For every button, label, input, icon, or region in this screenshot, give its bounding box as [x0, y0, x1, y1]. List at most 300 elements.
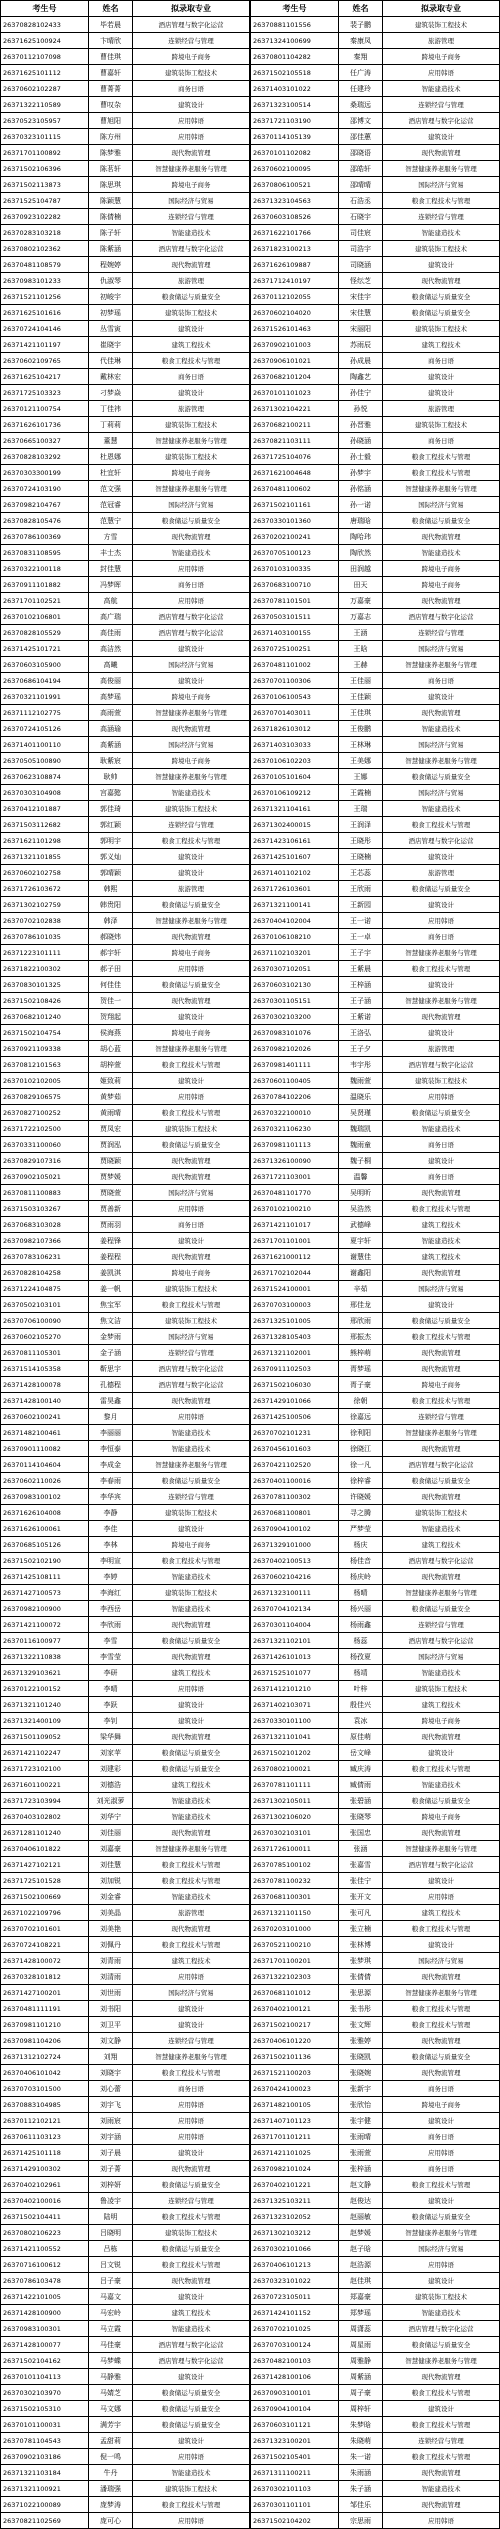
cell-exam-number: 26370112102121	[1, 2113, 89, 2129]
cell-major: 跨境电子商务	[133, 945, 250, 961]
cell-major: 旅游管理	[133, 881, 250, 897]
cell-exam-number: 26371281101240	[1, 1825, 89, 1841]
table-row	[251, 2193, 500, 2209]
cell-exam-number: 26370602104216	[251, 1569, 339, 1585]
cell-exam-number: 26371325103211	[251, 2193, 339, 2209]
table-row	[1, 1617, 250, 1633]
cell-major: 建筑设计	[383, 385, 500, 401]
cell-exam-number: 26370302101066	[251, 2241, 339, 2257]
table-row	[251, 2241, 500, 2257]
cell-major: 现代物流管理	[133, 1649, 250, 1665]
cell-major: 现代物流管理	[383, 1265, 500, 1281]
table-row	[1, 497, 250, 513]
cell-exam-number: 26370983101076	[251, 1025, 339, 1041]
cell-student-name: 辛茹	[339, 1281, 383, 1297]
cell-major: 酒店管理与数字化运营	[383, 113, 500, 129]
cell-major: 粮食储运与质量安全	[133, 2385, 250, 2401]
cell-student-name: 金梦雨	[89, 1329, 133, 1345]
cell-major: 连锁经营与管理	[383, 1409, 500, 1425]
table-row	[1, 241, 250, 257]
cell-student-name: 吕栋	[89, 2241, 133, 2257]
cell-exam-number: 26370323101115	[1, 129, 89, 145]
cell-major: 智能建造技术	[383, 545, 500, 561]
cell-exam-number: 26370101102082	[251, 145, 339, 161]
cell-student-name: 仇淑琴	[89, 273, 133, 289]
table-row	[251, 353, 500, 369]
cell-major: 建筑工程技术	[383, 1905, 500, 1921]
cell-student-name: 徐一凡	[339, 1457, 383, 1473]
cell-student-name: 刘佳慧	[89, 1857, 133, 1873]
cell-student-name: 邵佳蕙	[339, 129, 383, 145]
cell-major: 应用韩语	[133, 593, 250, 609]
table-row	[251, 2305, 500, 2321]
cell-student-name: 李跃	[89, 1697, 133, 1713]
cell-exam-number: 26370122100152	[1, 1681, 89, 1697]
table-row	[251, 1329, 500, 1345]
table-row	[251, 1505, 500, 1521]
cell-major: 智能建造技术	[383, 1521, 500, 1537]
table-row	[251, 1857, 500, 1873]
cell-major: 商务日语	[383, 1137, 500, 1153]
table-row	[251, 1969, 500, 1985]
cell-student-name: 王美娜	[339, 753, 383, 769]
cell-student-name: 邢佳龙	[339, 1297, 383, 1313]
header-exam-number: 考生号	[1, 1, 89, 17]
cell-exam-number: 26370781101111	[251, 1777, 339, 1793]
cell-student-name: 吴贤瑾	[339, 1105, 383, 1121]
table-row	[1, 1841, 250, 1857]
cell-student-name: 任广涛	[339, 65, 383, 81]
header-major: 拟录取专业	[383, 1, 500, 17]
cell-exam-number: 26371428100106	[251, 2369, 339, 2385]
cell-student-name: 鲁凌宇	[89, 2193, 133, 2209]
table-row	[251, 657, 500, 673]
cell-student-name: 陈颖慧	[89, 193, 133, 209]
header-name: 姓名	[339, 1, 383, 17]
cell-exam-number: 26370811105301	[1, 1345, 89, 1361]
cell-student-name: 苏雨辰	[339, 337, 383, 353]
cell-exam-number: 26371521101256	[1, 289, 89, 305]
cell-student-name: 王子宇	[339, 945, 383, 961]
cell-student-name: 郝子田	[89, 961, 133, 977]
cell-student-name: 高航	[89, 593, 133, 609]
table-row	[1, 2001, 250, 2017]
table-row	[251, 1025, 500, 1041]
cell-major: 现代物流管理	[383, 529, 500, 545]
cell-student-name: 万嘉志	[339, 609, 383, 625]
cell-student-name: 初梦瑶	[89, 305, 133, 321]
cell-exam-number: 26370724103190	[1, 481, 89, 497]
table-row	[1, 993, 250, 1009]
cell-exam-number: 26370982107366	[1, 1233, 89, 1249]
cell-major: 酒店管理与数字化运营	[133, 609, 250, 625]
cell-major: 建筑设计	[133, 673, 250, 689]
cell-major: 应用韩语	[133, 1201, 250, 1217]
cell-student-name: 刘宇涵	[89, 2129, 133, 2145]
table-row	[1, 1793, 250, 1809]
table-row	[1, 593, 250, 609]
cell-major: 建筑设计	[383, 2193, 500, 2209]
cell-student-name: 李欣雨	[89, 1617, 133, 1633]
table-row	[251, 2001, 500, 2017]
cell-major: 建筑设计	[133, 2145, 250, 2161]
cell-student-name: 孙晓涵	[339, 433, 383, 449]
cell-major: 建筑装饰工程技术	[133, 2481, 250, 2497]
cell-major: 现代物流管理	[383, 1969, 500, 1985]
cell-major: 连锁经营与管理	[133, 33, 250, 49]
table-row	[1, 1313, 250, 1329]
table-row	[1, 401, 250, 417]
cell-exam-number: 26370683103028	[1, 1217, 89, 1233]
table-row	[1, 2385, 250, 2401]
cell-major: 粮食工程技术与管理	[133, 2257, 250, 2273]
table-row	[1, 753, 250, 769]
cell-student-name: 裴子鹏	[339, 17, 383, 33]
cell-student-name: 孙成晨	[339, 353, 383, 369]
table-row	[1, 33, 250, 49]
cell-student-name: 焦宝军	[89, 1297, 133, 1313]
table-row	[251, 1633, 500, 1649]
cell-exam-number: 26370901110082	[1, 1441, 89, 1457]
table-row	[251, 1169, 500, 1185]
cell-student-name: 万嘉豪	[339, 593, 383, 609]
cell-student-name: 何佳佳	[89, 977, 133, 993]
table-row	[251, 2369, 500, 2385]
cell-exam-number: 26370781101501	[251, 593, 339, 609]
cell-major: 酒店管理与数字化运营	[383, 1633, 500, 1649]
cell-major: 粮食储运与质量安全	[383, 513, 500, 529]
cell-exam-number: 26371502105401	[251, 2449, 339, 2465]
table-row	[251, 529, 500, 545]
table-row	[251, 881, 500, 897]
table-row	[251, 2433, 500, 2449]
cell-exam-number: 26370681101012	[251, 1985, 339, 2001]
cell-student-name: 范文强	[89, 481, 133, 497]
cell-exam-number: 26371429100302	[1, 2161, 89, 2177]
cell-major: 智能建造技术	[383, 1233, 500, 1249]
cell-exam-number: 26370202100241	[251, 529, 339, 545]
cell-exam-number: 26370883104985	[1, 2097, 89, 2113]
cell-exam-number: 26370602105270	[1, 1329, 89, 1345]
cell-exam-number: 26370301105151	[251, 993, 339, 1009]
cell-student-name: 卞晴欣	[89, 33, 133, 49]
table-row	[1, 2417, 250, 2433]
cell-student-name: 毕若晨	[89, 17, 133, 33]
table-row	[251, 833, 500, 849]
table-row	[251, 625, 500, 641]
table-row	[1, 1777, 250, 1793]
cell-student-name: 陶鑫艺	[339, 369, 383, 385]
cell-major: 商务日语	[133, 81, 250, 97]
table-row	[1, 2097, 250, 2113]
table-row	[1, 1873, 250, 1889]
table-row	[1, 1089, 250, 1105]
cell-exam-number: 26370331100060	[1, 1137, 89, 1153]
cell-major: 应用韩语	[133, 561, 250, 577]
table-row	[251, 1489, 500, 1505]
cell-major: 跨境电子商务	[383, 2097, 500, 2113]
cell-student-name: 马宏岭	[89, 2305, 133, 2321]
cell-student-name: 司浩宇	[339, 241, 383, 257]
cell-exam-number: 26371725103323	[1, 385, 89, 401]
cell-major: 连锁经营与管理	[383, 1617, 500, 1633]
table-row	[251, 1729, 500, 1745]
cell-exam-number: 26370330101100	[251, 1713, 339, 1729]
cell-exam-number: 26370102100210	[251, 1201, 339, 1217]
cell-major: 建筑装饰工程技术	[133, 417, 250, 433]
table-row	[251, 33, 500, 49]
cell-major: 粮食工程技术与管理	[133, 1297, 250, 1313]
cell-student-name: 张嘉雪	[339, 1857, 383, 1873]
cell-student-name: 宫嘉懿	[89, 785, 133, 801]
cell-exam-number: 26371502101161	[251, 497, 339, 513]
cell-exam-number: 26371621000112	[251, 1249, 339, 1265]
cell-student-name: 范冠睿	[89, 497, 133, 513]
cell-major: 智慧健康养老服务与管理	[383, 753, 500, 769]
table-row	[1, 721, 250, 737]
table-row	[251, 81, 500, 97]
table-row	[251, 2497, 500, 2513]
cell-exam-number: 26371726100011	[251, 1841, 339, 1857]
table-row	[251, 449, 500, 465]
cell-exam-number: 26370302103200	[251, 1009, 339, 1025]
cell-major: 建筑设计	[383, 1745, 500, 1761]
table-row	[1, 865, 250, 881]
cell-exam-number: 26371428100078	[1, 1377, 89, 1393]
cell-student-name: 刘青雨	[89, 1953, 133, 1969]
cell-major: 旅游管理	[383, 33, 500, 49]
table-row	[1, 577, 250, 593]
table-row	[251, 2081, 500, 2097]
table-row	[251, 721, 500, 737]
cell-student-name: 高佳雨	[89, 625, 133, 641]
cell-exam-number: 26370403102802	[1, 1809, 89, 1825]
cell-major: 酒店管理与数字化运营	[383, 1057, 500, 1073]
cell-major: 粮食工程技术与管理	[133, 2497, 250, 2513]
table-row	[1, 193, 250, 209]
table-row	[1, 1553, 250, 1569]
cell-student-name: 李丽丽	[89, 1425, 133, 1441]
cell-student-name: 郭义灿	[89, 849, 133, 865]
cell-exam-number: 26370106100543	[251, 689, 339, 705]
cell-student-name: 胥子豪	[339, 1377, 383, 1393]
cell-major: 商务日语	[133, 1217, 250, 1233]
cell-student-name: 曹佳琪	[89, 49, 133, 65]
table-row	[1, 881, 250, 897]
cell-exam-number: 26371328105403	[251, 1329, 339, 1345]
table-row	[1, 2145, 250, 2161]
cell-student-name: 高洁然	[89, 641, 133, 657]
cell-major: 智能建造技术	[133, 1793, 250, 1809]
cell-exam-number: 26371323102052	[251, 2209, 339, 2225]
table-row	[251, 2097, 500, 2113]
table-row	[1, 17, 250, 33]
table-row	[251, 2513, 500, 2529]
table-row	[1, 1121, 250, 1137]
cell-major: 建筑设计	[133, 865, 250, 881]
cell-major: 建筑设计	[383, 689, 500, 705]
table-row	[251, 1057, 500, 1073]
cell-exam-number: 26371421101025	[251, 2145, 339, 2161]
cell-student-name: 张佳宁	[339, 1873, 383, 1889]
cell-major: 建筑设计	[133, 641, 250, 657]
cell-student-name: 刘清雨	[89, 1969, 133, 1985]
table-row	[1, 801, 250, 817]
cell-student-name: 秦康凤	[339, 33, 383, 49]
cell-major: 商务日语	[383, 1169, 500, 1185]
table-row	[251, 1937, 500, 1953]
cell-exam-number: 26370303104908	[1, 785, 89, 801]
cell-major: 粮食工程技术与管理	[383, 2417, 500, 2433]
cell-exam-number: 26370829107316	[1, 1153, 89, 1169]
cell-student-name: 杨佳音	[339, 1553, 383, 1569]
table-row	[251, 2417, 500, 2433]
cell-major: 酒店管理与数字化运营	[383, 1457, 500, 1473]
cell-major: 酒店管理与数字化运营	[383, 1857, 500, 1873]
cell-major: 现代物流管理	[383, 1345, 500, 1361]
table-row	[251, 305, 500, 321]
cell-major: 智慧健康养老服务与管理	[133, 433, 250, 449]
cell-exam-number: 26371403101022	[251, 81, 339, 97]
cell-student-name: 李成金	[89, 1457, 133, 1473]
cell-major: 酒店管理与数字化运营	[133, 625, 250, 641]
cell-student-name: 倪一鸣	[89, 2449, 133, 2465]
cell-exam-number: 26370503101511	[251, 609, 339, 625]
cell-exam-number: 26370821102569	[1, 2513, 89, 2529]
cell-major: 跨境电子商务	[133, 465, 250, 481]
cell-student-name: 张开文	[339, 1889, 383, 1905]
table-row	[1, 1761, 250, 1777]
cell-major: 跨境电子商务	[133, 753, 250, 769]
cell-student-name: 程婉婷	[89, 257, 133, 273]
cell-exam-number: 26370702101025	[251, 2321, 339, 2337]
table-row	[1, 2337, 250, 2353]
cell-exam-number: 26370806100521	[251, 177, 339, 193]
table-row	[251, 1745, 500, 1761]
table-row	[251, 145, 500, 161]
cell-student-name: 魏雨萱	[339, 1073, 383, 1089]
cell-exam-number: 26371601100221	[1, 1777, 89, 1793]
table-row	[1, 1233, 250, 1249]
cell-exam-number: 26371421102247	[1, 1745, 89, 1761]
cell-major: 粮食储运与质量安全	[383, 1313, 500, 1329]
cell-student-name: 朱梦晗	[339, 2417, 383, 2433]
table-row	[1, 1937, 250, 1953]
cell-major: 建筑装饰工程技术	[383, 1681, 500, 1697]
cell-exam-number: 26370404102004	[251, 913, 339, 929]
table-row	[1, 1377, 250, 1393]
cell-exam-number: 26371502104411	[1, 2209, 89, 2225]
cell-major: 建筑装饰工程技术	[133, 1505, 250, 1521]
table-row	[1, 1681, 250, 1697]
cell-exam-number: 26370105101604	[251, 769, 339, 785]
cell-major: 应用韩语	[133, 961, 250, 977]
cell-exam-number: 26371421100072	[1, 1617, 89, 1633]
table-row	[251, 1393, 500, 1409]
cell-student-name: 周潇蕊	[339, 2321, 383, 2337]
cell-student-name: 高涵瑜	[89, 721, 133, 737]
cell-exam-number: 26371502105518	[251, 65, 339, 81]
table-row	[1, 177, 250, 193]
table-row	[1, 225, 250, 241]
cell-major: 现代物流管理	[133, 1153, 250, 1169]
cell-exam-number: 26371502102190	[1, 1553, 89, 1569]
cell-major: 智慧健康养老服务与管理	[383, 993, 500, 1009]
cell-exam-number: 26370106109212	[251, 785, 339, 801]
cell-major: 现代物流管理	[133, 529, 250, 545]
cell-major: 建筑工程技术	[133, 2305, 250, 2321]
cell-major: 粮食工程技术与管理	[133, 1057, 250, 1073]
cell-major: 应用韩语	[383, 2257, 500, 2273]
cell-exam-number: 26370482100103	[251, 2353, 339, 2369]
cell-exam-number: 26370811100883	[1, 1185, 89, 1201]
cell-major: 现代物流管理	[383, 1009, 500, 1025]
cell-major: 粮食储运与质量安全	[133, 2417, 250, 2433]
table-row	[1, 689, 250, 705]
cell-major: 建筑设计	[383, 369, 500, 385]
cell-student-name: 金子涵	[89, 1345, 133, 1361]
table-row	[251, 1409, 500, 1425]
cell-student-name: 王新园	[339, 897, 383, 913]
cell-major: 商务日语	[133, 369, 250, 385]
cell-student-name: 韩贵阳	[89, 897, 133, 913]
cell-major: 粮食工程技术与管理	[383, 961, 500, 977]
cell-major: 应用韩语	[383, 1089, 500, 1105]
table-row	[251, 737, 500, 753]
table-row	[1, 785, 250, 801]
cell-exam-number: 26371503103267	[1, 1201, 89, 1217]
cell-student-name: 刘书阳	[89, 2001, 133, 2017]
table-row	[1, 1057, 250, 1073]
table-row	[251, 769, 500, 785]
cell-exam-number: 26370114105139	[251, 129, 339, 145]
cell-student-name: 陶哈玮	[339, 529, 383, 545]
header-major: 拟录取专业	[133, 1, 250, 17]
cell-exam-number: 26371321101240	[1, 1697, 89, 1713]
cell-exam-number: 26370981101210	[1, 2017, 89, 2033]
table-row	[251, 1617, 500, 1633]
cell-major: 跨境电子商务	[133, 1537, 250, 1553]
cell-student-name: 杜恩娜	[89, 449, 133, 465]
table-row	[251, 513, 500, 529]
cell-exam-number: 26370116100977	[1, 1633, 89, 1649]
table-row	[1, 209, 250, 225]
cell-major: 粮食储运与质量安全	[383, 305, 500, 321]
table-header-row	[1, 1, 250, 17]
cell-major: 粮食工程技术与管理	[383, 1329, 500, 1345]
cell-student-name: 李华宾	[89, 1489, 133, 1505]
cell-exam-number: 26370121100754	[1, 401, 89, 417]
cell-major: 粮食储运与质量安全	[383, 881, 500, 897]
cell-exam-number: 26370923102282	[1, 209, 89, 225]
table-row	[251, 465, 500, 481]
table-row	[1, 1537, 250, 1553]
cell-major: 国际经济与贸易	[383, 1649, 500, 1665]
cell-student-name: 曹叹杂	[89, 97, 133, 113]
table-row	[251, 2225, 500, 2241]
cell-student-name: 王俊鹏	[339, 721, 383, 737]
cell-student-name: 杨庆	[339, 1537, 383, 1553]
cell-major: 智能建造技术	[383, 225, 500, 241]
cell-student-name: 贾晓萱	[89, 1185, 133, 1201]
table-row	[251, 2033, 500, 2049]
cell-student-name: 陈方州	[89, 129, 133, 145]
cell-student-name: 王佳丽	[339, 673, 383, 689]
table-row	[251, 1217, 500, 1233]
cell-student-name: 邵皓轩	[339, 161, 383, 177]
table-row	[251, 1889, 500, 1905]
table-row	[251, 801, 500, 817]
